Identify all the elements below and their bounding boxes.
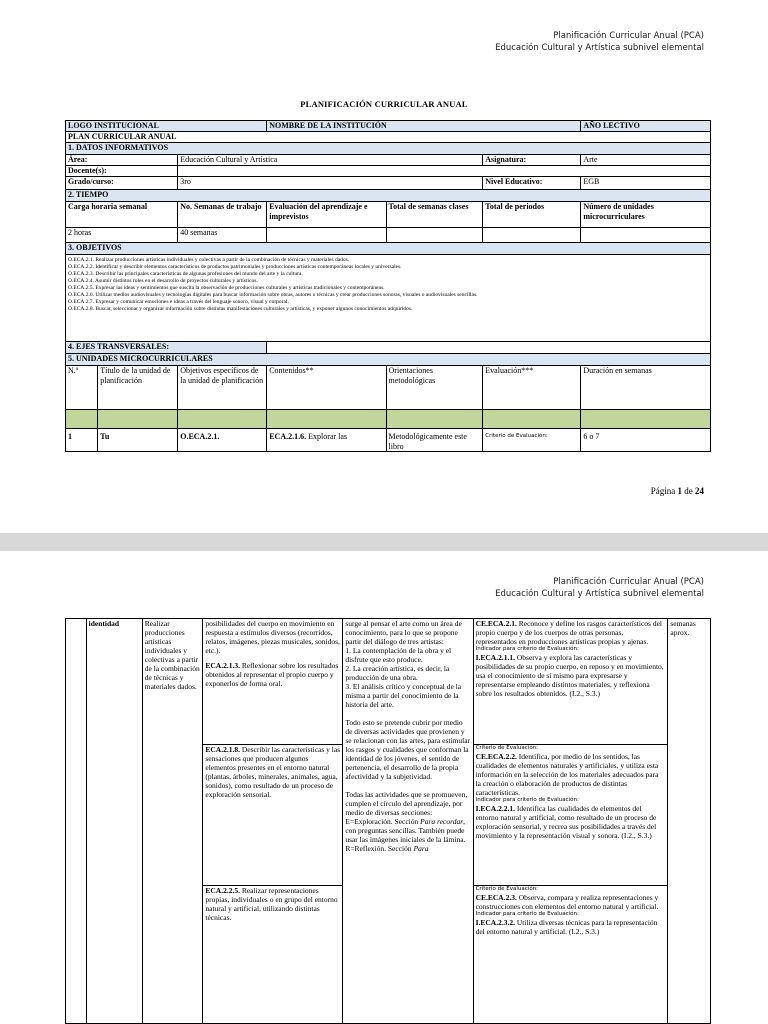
content-text: Describir las características y las sensaciones que producen algunos elementos presentes en el entorno natural (plantas, árboles, minerales, animales, agua, sonidos), como resultado de un proceso de exploración sensorial. (205, 745, 341, 799)
methodology-text: Todas las actividades que se promueven, cumplen el círculo del aprendizaje, por medio de diversas secciones: (345, 790, 468, 817)
green-spacer-cell (98, 410, 178, 429)
school-year-cell: AÑO LECTIVO (581, 121, 711, 132)
criterion-code: CE.ECA.2.3. (475, 893, 517, 902)
content-code: ECA.2.1.8. (205, 745, 240, 754)
objetivo-item: O.ECA.2.4. Asumir distintos roles en el desarrollo de proyectos culturales y artísticos. (68, 278, 258, 284)
running-header (495, 576, 704, 600)
content-code: ECA.2.1.3. (205, 661, 240, 670)
page-2 (0, 551, 768, 1024)
unit-number: 1 (66, 429, 98, 452)
indicator-text: Identifica las cualidades de elementos del entorno natural y artificial, como resultado de un proceso de exploración sensorial, y recrea sus posibilidades a través del movimiento y la representación visual y sonora. (I.2., S.3.) (475, 804, 657, 840)
unit-number-cell (66, 619, 87, 1024)
unidades-header: N.º (66, 366, 98, 410)
unidades-header: Orientaciones metodológicas (386, 366, 483, 410)
objetivo-item: O.ECA.2.7. Expresar y comunicar emociones e ideas a través del lenguaje sonoro, visual y corporal. (68, 299, 289, 305)
tiempo-header: Total de semanas clases (386, 202, 483, 228)
objetivo-item: O.ECA.2.5. Expresar las ideas y sentimientos que suscita la observación de producciones culturales y artísticas tradicionales y contemporáneas. (68, 285, 385, 291)
ejes-value (267, 342, 711, 354)
evaluation-block-2 (473, 745, 668, 886)
indicator-text: Utiliza diversas técnicas para la representación del entorno natural y artificial. (I.2., S.3.) (475, 918, 658, 936)
objetivo-item: O.ECA.2.3. Describir las principales características de algunas profesiones del mundo del arte y la cultura. (68, 271, 303, 277)
tiempo-header: Carga horaria semanal (66, 202, 178, 228)
asignatura-value: Arte (581, 155, 711, 166)
unit-objective-cont: Realizar producciones artísticas individuales y colectivas a partir de la combinación de técnicas y materiales dados. (142, 619, 203, 1024)
green-spacer-cell (386, 410, 483, 429)
content-block-1 (203, 619, 343, 745)
unit-evaluation: Criterio de Evaluación: (483, 429, 581, 452)
institution-name-cell: NOMBRE DE LA INSTITUCIÓN (267, 121, 581, 132)
methodology-item (345, 817, 470, 844)
unit-title-cont: identidad (86, 619, 142, 1024)
page-number-middle: de (682, 486, 695, 496)
objetivo-item: O.ECA.2.1. Realizar producciones artísticas individuales y colectivas a partir de la combinación de técnicas y materiales dados. (68, 257, 350, 263)
green-spacer-cell (178, 410, 267, 429)
unidades-header: Título de la unidad de planificación (98, 366, 178, 410)
section-ejes-heading: 4. EJES TRANSVERSALES: (66, 342, 267, 354)
page-number (651, 486, 704, 496)
unit-title: Tu (98, 429, 178, 452)
tiempo-value (483, 228, 581, 243)
section-unidades-heading: 5. UNIDADES MICROCURRICULARES (66, 354, 711, 366)
running-header (495, 30, 704, 54)
green-spacer-cell (581, 410, 711, 429)
content-block-3 (203, 886, 343, 1024)
methodology-r-italic: Para (413, 844, 429, 853)
section-objetivos-heading: 3. OBJETIVOS (66, 243, 711, 255)
tiempo-header: Número de unidades microcurriculares (581, 202, 711, 228)
area-label: Área: (66, 155, 178, 166)
tiempo-header: No. Semanas de trabajo (178, 202, 267, 228)
units-continuation-table (65, 618, 711, 1024)
duration-cont: semanas aprox. (668, 619, 711, 1024)
content-code: ECA.2.1.6. (269, 432, 307, 441)
green-spacer-cell (483, 410, 581, 429)
evaluation-block-3 (473, 886, 668, 1024)
methodology-r-label: R=Reflexión. Sección (345, 844, 412, 853)
unidades-header: Evaluación*** (483, 366, 581, 410)
header-line-1: Planificación Curricular Anual (PCA) (553, 577, 704, 587)
criterion-code: CE.ECA.2.1. (475, 619, 517, 628)
docente-value (178, 166, 711, 177)
tiempo-value (581, 228, 711, 243)
evaluation-block-1 (473, 619, 668, 745)
green-spacer-cell (267, 410, 386, 429)
objetivos-list (66, 255, 711, 342)
objetivo-item: O.ECA.2.6. Utilizar medios audiovisuales y tecnologías digitales para buscar información sobre obras, autores o técnicas y crear producciones sonoras, visuales o audiovisuales sencillas. (68, 292, 478, 298)
criterion-text: Identifica, por medio de los sentidos, las cualidades de elementos naturales y artificiales, y utiliza esta información en la selección de los materiales adecuados para la creación o elaboración de productos de distintas características. (475, 752, 659, 797)
tiempo-header: Evaluación del aprendizaje e imprevistos (267, 202, 386, 228)
unidades-header: Duración en semanas (581, 366, 711, 410)
nivel-label: Nivel Educativo: (483, 177, 581, 190)
docente-label: Docente(s): (66, 166, 178, 177)
methodology-text: surge al pensar el arte como un área de conocimiento, para lo que se propone partir del diálogo de tres artistas: (345, 619, 462, 646)
tiempo-value (386, 228, 483, 243)
criterion-text: Observa, compara y realiza representaciones y construcciones con elementos del entorno natural y artificial. (475, 893, 659, 911)
methodology-cont (343, 619, 473, 1024)
nivel-value: EGB (581, 177, 711, 190)
criterion-code: CE.ECA.2.2. (475, 752, 517, 761)
indicator-label: Indicador para criterio de Evaluación: (475, 646, 579, 652)
methodology-e-label: E=Exploración. Sección (345, 817, 419, 826)
table-row (66, 619, 711, 745)
header-line-2: Educación Cultural y Artística subnivel elemental (495, 589, 704, 599)
objetivo-item: O.ECA.2.2. Identificar y describir elementos característicos de productos patrimoniales y producciones artísticas contemporáneas locales y universales. (68, 264, 402, 270)
unidades-header: Contenidos** (267, 366, 386, 410)
methodology-text: Todo esto se pretende cubrir por medio de diversas actividades que provienen y se relacionan con las artes, para estimular los rasgos y cualidades que conforman la identidad de los jóvenes, el sentido de pertenencia, el desarrollo de la propia afectividad y la subjetividad. (345, 718, 471, 781)
content-block-2 (203, 745, 343, 886)
indicator-label: Indicador para criterio de Evaluación: (475, 911, 579, 917)
objetivo-item: O.ECA.2.8. Buscar, seleccionar y organizar información sobre distintas manifestaciones culturales y artísticas, y exponer algunos conocimientos adquiridos. (68, 306, 413, 312)
methodology-item (345, 844, 470, 853)
table-row (66, 429, 711, 452)
methodology-item: 1. La contemplación de la obra y el disfrute que esto produce. (345, 646, 452, 664)
tiempo-value: 2 horas (66, 228, 178, 243)
document-title: PLANIFICACIÓN CURRICULAR ANUAL (300, 99, 468, 109)
methodology-item: 3. El análisis crítico y conceptual de la misma a partir del conocimiento de la historia del arte. (345, 682, 462, 709)
page-number-total: 24 (695, 486, 704, 496)
criterion-label: Criterio de Evaluación: (475, 745, 539, 751)
logo-cell: LOGO INSTITUCIONAL (66, 121, 267, 132)
section-datos-heading: 1. DATOS INFORMATIVOS (66, 143, 711, 155)
methodology-e-rest: , con preguntas sencillas. También puede usar las imágenes iniciales de la lámina. (345, 817, 466, 844)
plan-label: PLAN CURRICULAR ANUAL (66, 132, 711, 143)
unit-objective: O.ECA.2.1. (178, 429, 267, 452)
methodology-e-italic: Para recordar (420, 817, 464, 826)
pca-table (65, 120, 711, 452)
unit-methodology: Metodológicamente este libro (386, 429, 483, 452)
unit-duration: 6 o 7 (581, 429, 711, 452)
indicator-label: Indicador para criterio de Evaluación: (475, 797, 579, 803)
criterion-label: Criterio de Evaluación: (475, 886, 539, 892)
grado-value: 3ro (178, 177, 483, 190)
indicator-code: I.ECA.2.3.2. (475, 918, 515, 927)
content-text: Reflexionar sobre los resultados obtenidos al representar el propio cuerpo y exponerlos de forma oral. (205, 661, 339, 688)
green-spacer-cell (66, 410, 98, 429)
grado-label: Grado/curso: (66, 177, 178, 190)
indicator-text: Observa y explora las características y posibilidades de su propio cuerpo, en reposo y en movimiento, usa el conocimiento de sí mismo para expresarse y representarse empleando distintos materiales, y reflexiona sobre los resultados obtenidos. (I.2., S.3.) (475, 653, 664, 698)
methodology-item: 2. La creación artística, es decir, la producción de una obra. (345, 664, 450, 682)
header-line-1: Planificación Curricular Anual (PCA) (553, 31, 704, 41)
content-code: ECA.2.2.5. (205, 886, 240, 895)
tiempo-value (267, 228, 386, 243)
section-tiempo-heading: 2. TIEMPO (66, 190, 711, 202)
content-text: Realizar representaciones propias, individuales o en grupo del entorno natural y artificial, utilizando distintas técnicas. (205, 886, 338, 922)
asignatura-label: Asignatura: (483, 155, 581, 166)
indicator-code: I.ECA.2.2.1. (475, 804, 515, 813)
tiempo-value: 40 semanas (178, 228, 267, 243)
page-number-current: 1 (677, 486, 682, 496)
content-text: Explorar las (308, 432, 347, 441)
page-number-prefix: Página (650, 486, 678, 496)
indicator-code: I.ECA.2.1.1. (475, 653, 515, 662)
criterion-text: Reconoce y define los rasgos característicos del propio cuerpo y de los cuerpos de otras personas, representados en producciones artísticas propias y ajenas. (475, 619, 663, 646)
unit-content (267, 429, 386, 452)
tiempo-header: Total de periodos (483, 202, 581, 228)
content-text: posibilidades del cuerpo en movimiento en respuesta a estímulos diversos (recorridos, relatos, imágenes, piezas musicales, sonidos, etc.). (205, 619, 340, 655)
area-value: Educación Cultural y Artística (178, 155, 483, 166)
unidades-header: Objetivos específicos de la unidad de planificación (178, 366, 267, 410)
header-line-2: Educación Cultural y Artística subnivel elemental (495, 43, 704, 53)
